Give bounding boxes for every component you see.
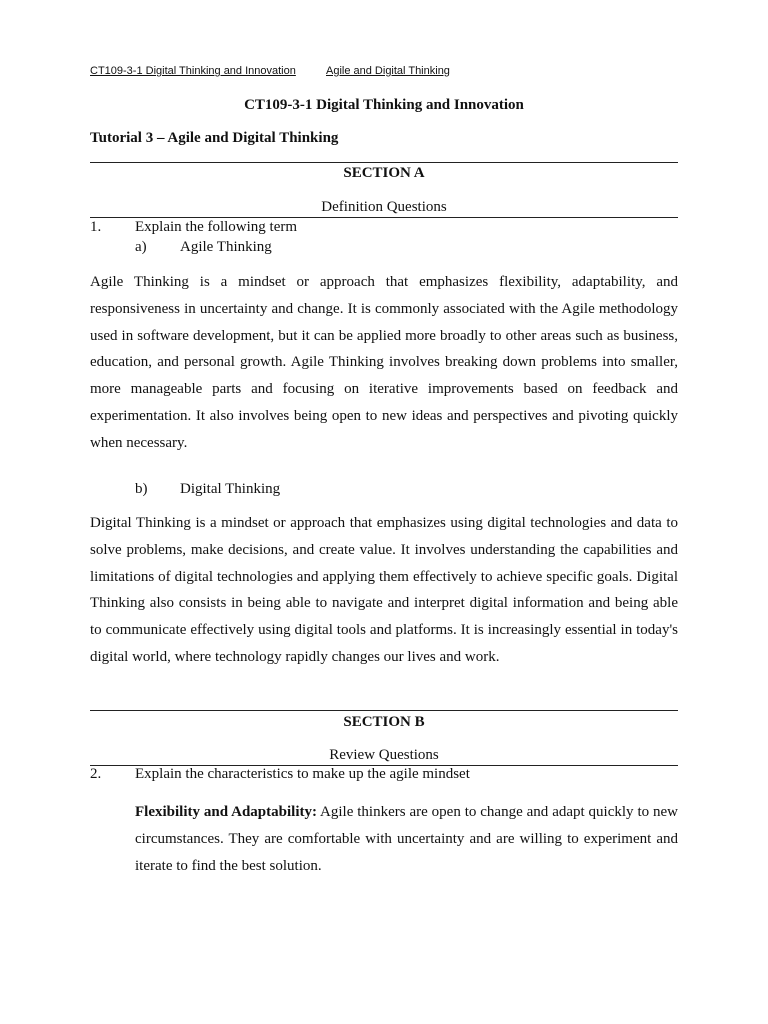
section-b-heading: SECTION B	[343, 714, 425, 730]
section-a-subheading: Definition Questions	[321, 199, 447, 215]
point-text: Agile thinkers are open to change and adapt quickly to new circumstances. They are comfortable with uncertainty and are willing to experiment and iterate to find the best solution.	[135, 804, 678, 874]
point-flexibility-adaptability	[135, 799, 678, 879]
sub-item-letter: a)	[135, 239, 147, 255]
sub-item-term: Digital Thinking	[180, 481, 281, 497]
answer-digital-thinking: Digital Thinking is a mindset or approach that emphasizes using digital technologies and data to solve problems, make decisions, and create value. It involves understanding the capabilities and limitations of digital technologies and applying them effectively to achieve specific goals. Digital Thinking also consists in being able to navigate and interpret digital information and being able to communicate effectively using digital tools and platforms. It is increasingly essential in today's digital world, where technology rapidly changes our lives and work.	[90, 515, 678, 665]
section-a-heading: SECTION A	[343, 165, 425, 181]
question-text: Explain the characteristics to make up the agile mindset	[135, 766, 470, 782]
question-number: 2.	[90, 766, 102, 782]
section-b-subheading: Review Questions	[329, 747, 439, 763]
point-label: Flexibility and Adaptability:	[135, 804, 317, 820]
sub-item-letter: b)	[135, 481, 148, 497]
section-a-top-rule	[90, 162, 678, 163]
section-b-top-rule	[90, 710, 678, 711]
tutorial-title: Tutorial 3 – Agile and Digital Thinking	[90, 130, 339, 146]
answer-agile-thinking: Agile Thinking is a mindset or approach that emphasizes flexibility, adaptability, and responsiveness in uncertainty and change. It is commonly associated with the Agile methodology used in software development, but it can be applied more broadly to other areas such as business, education, and personal growth. Agile Thinking involves breaking down problems into smaller, more manageable parts and focusing on iterative improvements based on feedback and experimentation. It also involves being open to new ideas and perspectives and pivoting quickly when necessary.	[90, 274, 678, 451]
document-title: CT109-3-1 Digital Thinking and Innovation	[244, 97, 524, 113]
header-topic: Agile and Digital Thinking	[326, 65, 450, 77]
question-number: 1.	[90, 219, 102, 235]
sub-item-term: Agile Thinking	[180, 239, 272, 255]
question-text: Explain the following term	[135, 219, 298, 235]
header-course: CT109-3-1 Digital Thinking and Innovation	[90, 65, 296, 77]
